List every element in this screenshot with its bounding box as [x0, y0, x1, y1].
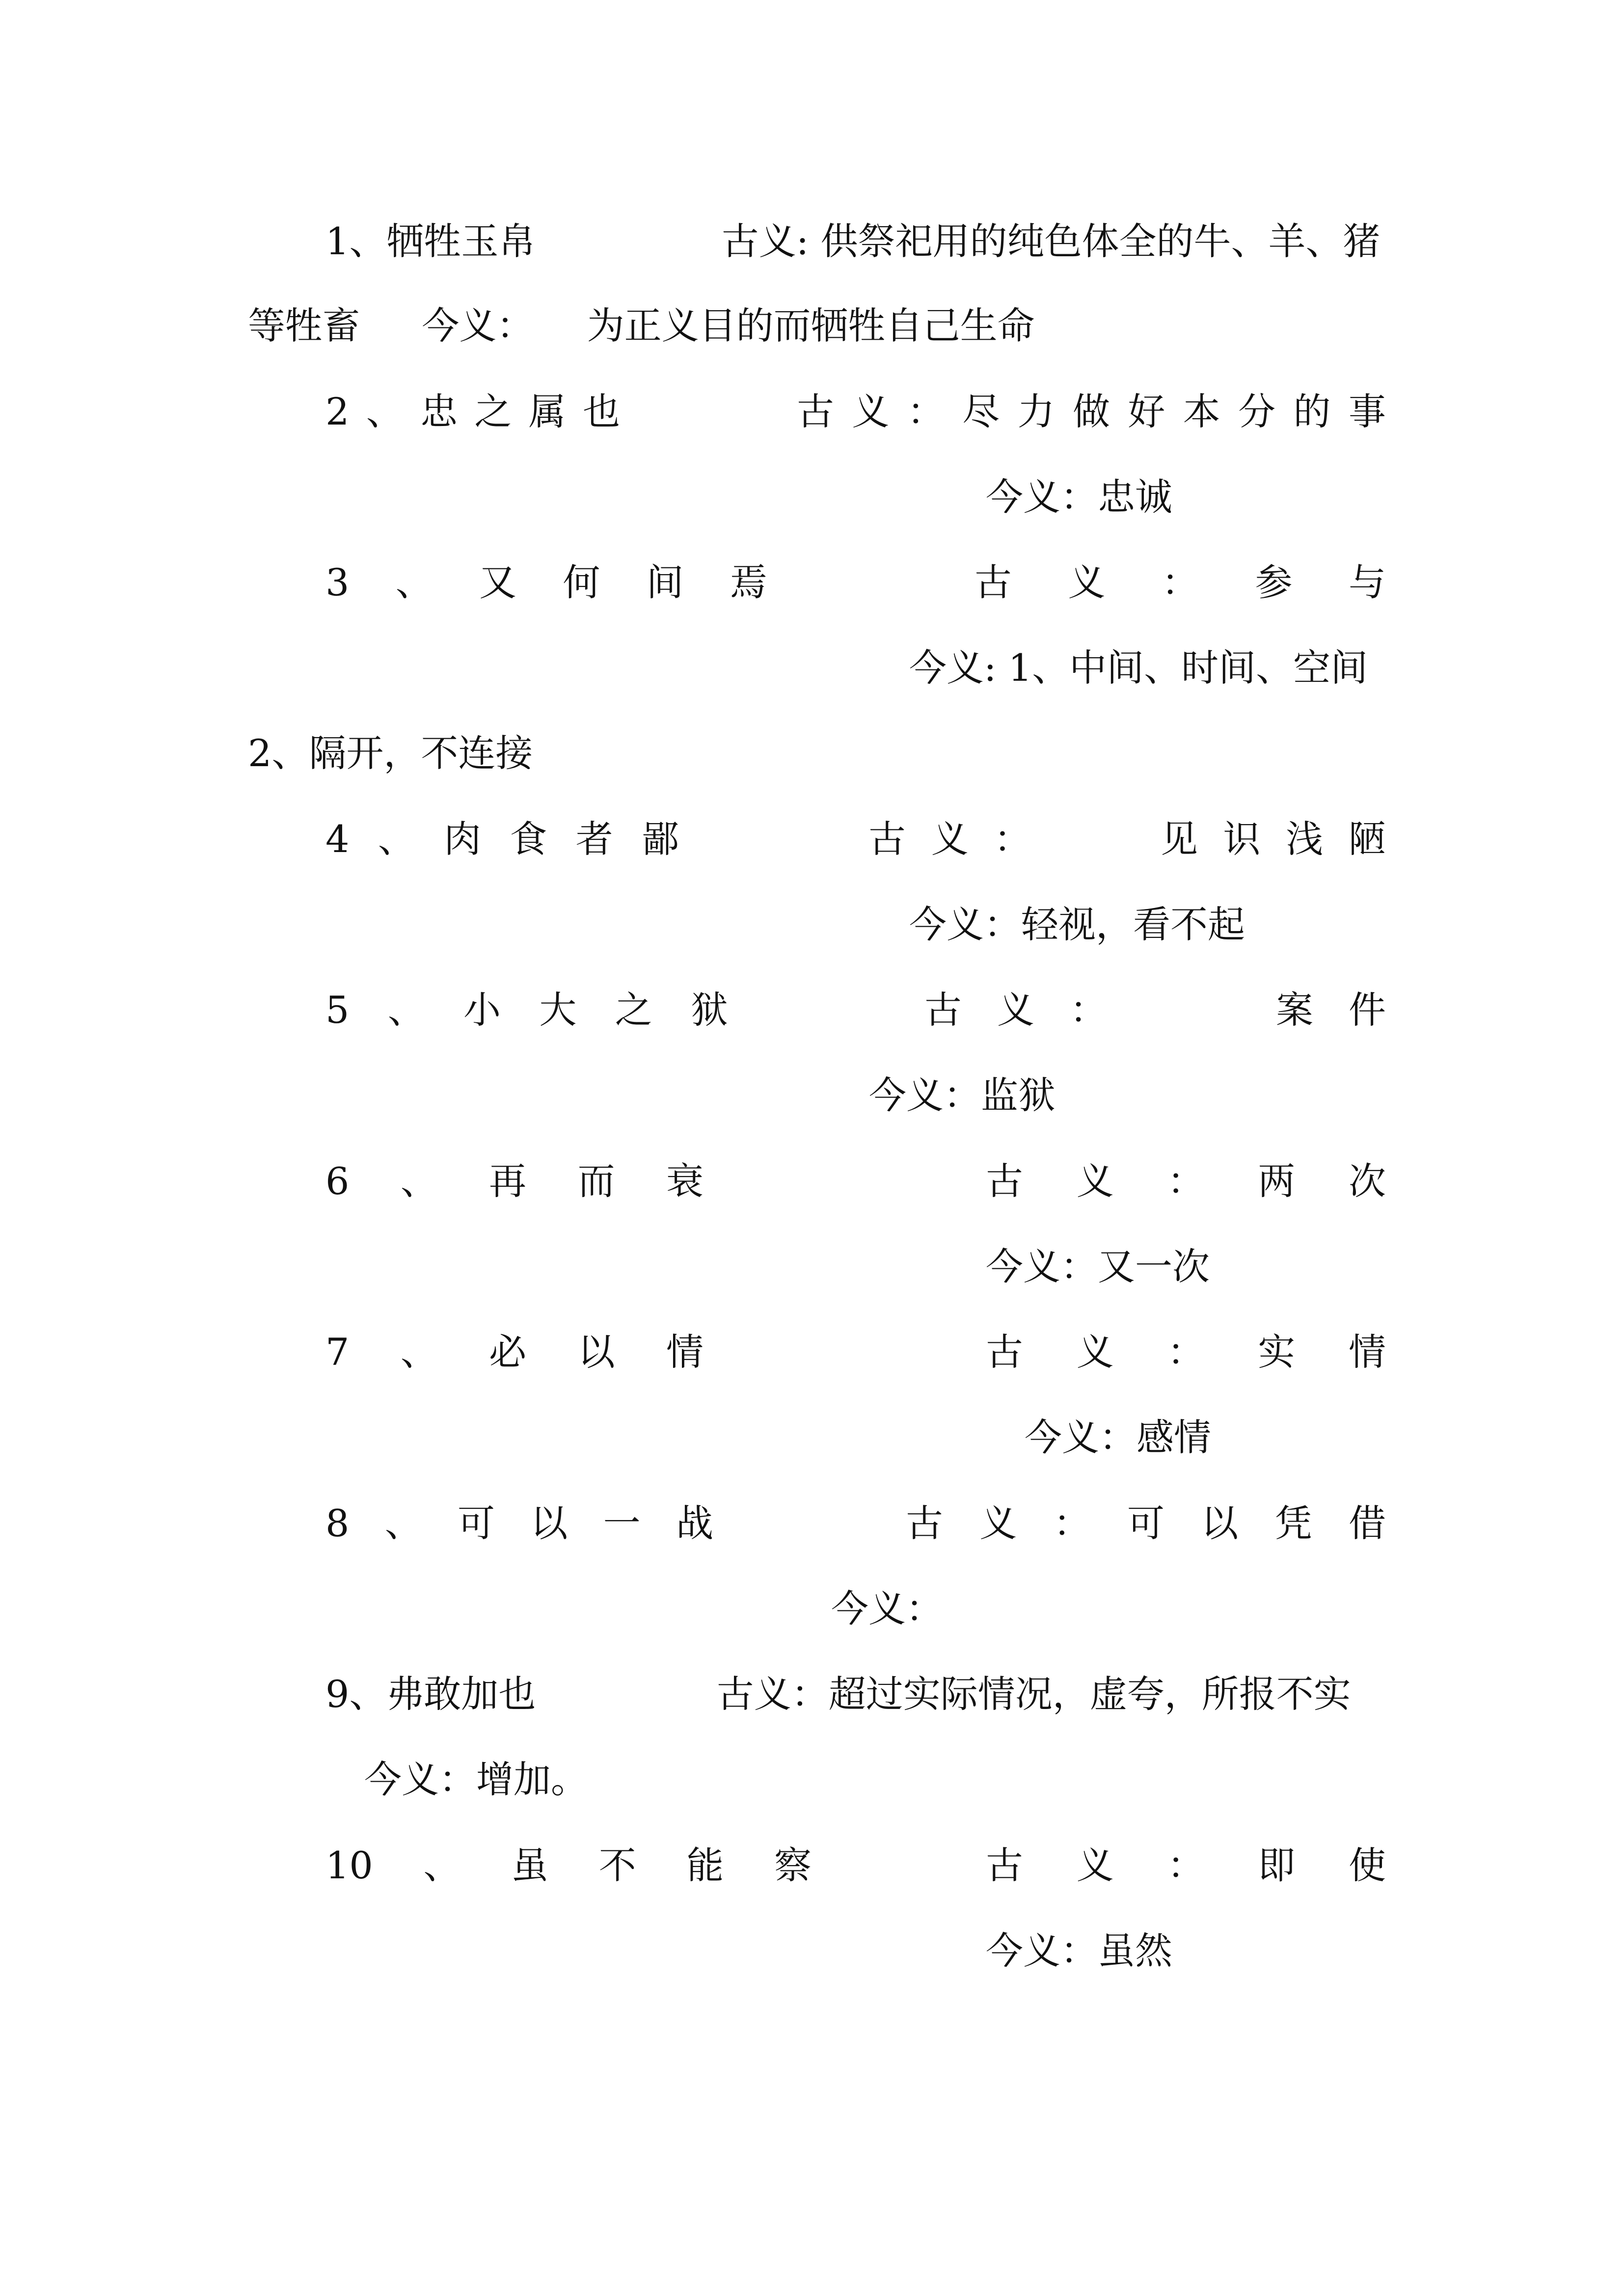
- item-9-ancient: 古义：超过实际情况，虚夸，所报不实: [716, 1672, 1351, 1716]
- item-1-modern-label: 今义：: [422, 304, 534, 347]
- item-4-modern: 今义：轻视，看不起: [909, 903, 1245, 946]
- item-5-line-1: [325, 981, 1386, 1040]
- item-5-ancient: 古 义 ： 案 件: [924, 988, 1386, 1032]
- item-10-ancient: 古 义 ： 即 使: [986, 1843, 1386, 1887]
- item-6-modern: 今义：又一次: [986, 1245, 1210, 1288]
- item-4-line-1: [325, 810, 1386, 869]
- item-9-term: 9、弗敢加也: [325, 1672, 536, 1716]
- item-9-modern: 今义：增加。: [364, 1758, 588, 1801]
- item-10-term: 10 、 虽 不 能 察: [325, 1843, 812, 1887]
- item-1-term: 1、牺牲玉帛: [325, 219, 536, 263]
- item-2-modern: 今义：忠诚: [986, 475, 1172, 519]
- item-1-modern: 为正义目的而牺牲自己生命: [587, 304, 1035, 347]
- item-8-ancient: 古 义 ： 可 以 凭 借: [906, 1501, 1386, 1545]
- item-8-line-1: [325, 1494, 1386, 1553]
- item-4-ancient: 古 义 ： 见 识 浅 陋: [868, 817, 1386, 861]
- item-3-term: 3 、 又 何 间 焉: [325, 561, 767, 604]
- item-7-modern: 今义：感情: [1025, 1415, 1211, 1459]
- item-2-line-1: [325, 382, 1386, 441]
- item-6-term: 6 、 再 而 衰: [325, 1159, 704, 1203]
- item-4-term: 4 、 肉 食 者 鄙: [325, 817, 679, 861]
- item-3-ancient: 古 义 ： 参 与: [974, 561, 1386, 604]
- item-1-ancient-cont: 等牲畜: [248, 304, 360, 347]
- item-1-line-1: [325, 212, 1386, 271]
- item-3-line-1: [325, 553, 1386, 612]
- item-1-line-2: [248, 296, 1035, 355]
- item-8-modern: 今义：: [831, 1587, 943, 1630]
- item-1-ancient: 古义: 供祭祀用的纯色体全的牛、羊、猪: [721, 219, 1380, 263]
- item-7-term: 7 、 必 以 情: [325, 1330, 704, 1374]
- item-8-term: 8 、 可 以 一 战: [325, 1501, 713, 1545]
- item-3-modern-cont: 2、隔开，不连接: [248, 731, 533, 775]
- item-2-term: 2 、 忠 之 属 也: [325, 390, 620, 433]
- item-10-line-1: [325, 1836, 1386, 1895]
- item-7-line-1: [325, 1323, 1386, 1382]
- item-7-ancient: 古 义 ： 实 情: [986, 1330, 1386, 1374]
- item-6-line-1: [325, 1152, 1386, 1211]
- item-5-term: 5 、 小 大 之 狱: [325, 988, 728, 1032]
- item-9-line-1: [325, 1665, 1386, 1724]
- item-5-modern: 今义：监狱: [869, 1073, 1056, 1117]
- item-2-ancient: 古 义 ： 尽 力 做 好 本 分 的 事: [797, 390, 1386, 433]
- item-3-modern: 今义: 1、中间、时间、空间: [909, 646, 1368, 690]
- item-10-modern: 今义：虽然: [986, 1929, 1172, 1973]
- item-6-ancient: 古 义 ： 两 次: [986, 1159, 1386, 1203]
